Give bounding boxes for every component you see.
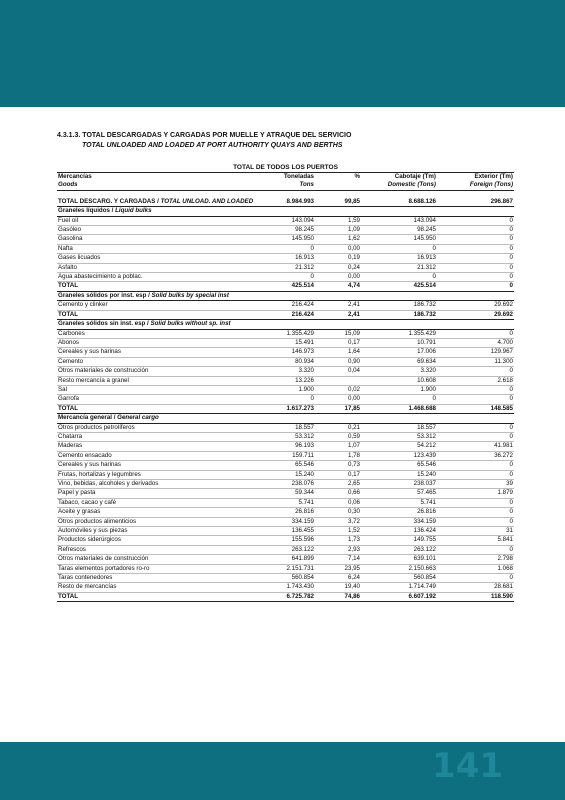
table-cell: 26.816 bbox=[361, 508, 437, 517]
table-cell: 2,41 bbox=[315, 301, 361, 310]
spacer-row bbox=[57, 190, 514, 198]
table-cell: 0 bbox=[437, 574, 514, 583]
table-cell: 0 bbox=[437, 508, 514, 517]
table-cell: Productos siderúrgicos bbox=[57, 536, 257, 545]
table-cell: 21.312 bbox=[257, 263, 315, 272]
table-cell: 0,73 bbox=[315, 461, 361, 470]
table-cell: Cereales y sus harinas bbox=[57, 461, 257, 470]
column-header: Tons bbox=[257, 181, 315, 190]
table-cell: 16.913 bbox=[257, 254, 315, 263]
section-title bbox=[57, 414, 514, 423]
table-cell: Chatarra bbox=[57, 432, 257, 441]
table-cell: Taras contenedores bbox=[57, 574, 257, 583]
table-cell: 1.355.429 bbox=[257, 329, 315, 338]
table-cell: 1.617.273 bbox=[257, 404, 315, 413]
table-row bbox=[57, 348, 514, 357]
table-cell: 143.094 bbox=[257, 216, 315, 225]
table-cell: 639.101 bbox=[361, 555, 437, 564]
table-cell: 5.841 bbox=[437, 536, 514, 545]
table-row bbox=[57, 432, 514, 441]
table-cell: Frutas, hortalizas y legumbres bbox=[57, 470, 257, 479]
table-cell: 10.608 bbox=[361, 376, 437, 385]
table-cell: Cemento ensacado bbox=[57, 451, 257, 460]
table-cell: 296.867 bbox=[437, 198, 514, 207]
heading-es: 4.3.1.3. TOTAL DESCARGADAS Y CARGADAS POR MUELLE Y ATRAQUE DEL SERVICIO bbox=[57, 132, 352, 139]
table-cell: Resto mercancía a granel bbox=[57, 376, 257, 385]
table-cell: 18.557 bbox=[257, 423, 315, 432]
table-cell: 0 bbox=[361, 244, 437, 253]
table-cell: 0,00 bbox=[315, 273, 361, 282]
table-cell: 80.934 bbox=[257, 357, 315, 366]
table-cell: 36.272 bbox=[437, 451, 514, 460]
table-cell: 3.320 bbox=[257, 367, 315, 376]
section-title-es: Graneles sólidos sin inst. esp / bbox=[58, 320, 151, 328]
table-cell: 15,09 bbox=[315, 329, 361, 338]
table-cell: 216.424 bbox=[257, 301, 315, 310]
section-heading bbox=[57, 131, 517, 151]
table-cell: 0,00 bbox=[315, 395, 361, 404]
table-cell: 0,17 bbox=[315, 338, 361, 347]
table-cell: 0 bbox=[437, 263, 514, 272]
table-row bbox=[57, 216, 514, 225]
table-cell: 145.950 bbox=[257, 235, 315, 244]
table-cell: 118.590 bbox=[437, 592, 514, 601]
table-cell: 65.546 bbox=[361, 461, 437, 470]
table-cell: Abonos bbox=[57, 338, 257, 347]
table-cell: 123.439 bbox=[361, 451, 437, 460]
column-header: Foreign (Tons) bbox=[437, 181, 514, 190]
table-cell: Otros materiales de construcción bbox=[57, 367, 257, 376]
table-row bbox=[57, 470, 514, 479]
table-cell: 1.355.429 bbox=[361, 329, 437, 338]
table-cell: 186.732 bbox=[361, 301, 437, 310]
page-number: 141 bbox=[432, 746, 503, 786]
table-cell: 0 bbox=[437, 282, 514, 291]
section-total-row bbox=[57, 592, 514, 601]
table-cell: 0 bbox=[257, 244, 315, 253]
table-cell: 0 bbox=[437, 329, 514, 338]
table-cell: 0,30 bbox=[315, 508, 361, 517]
table-cell: 0 bbox=[437, 423, 514, 432]
table-cell: 1,64 bbox=[315, 348, 361, 357]
table-cell: Garrofa bbox=[57, 395, 257, 404]
table-row bbox=[57, 564, 514, 573]
table-cell: TOTAL bbox=[57, 404, 257, 413]
table-row bbox=[57, 376, 514, 385]
table-cell: 3.320 bbox=[361, 367, 437, 376]
heading-en: TOTAL UNLOADED AND LOADED AT PORT AUTHORITY QUAYS AND BERTHS bbox=[82, 142, 343, 149]
table-cell: Sal bbox=[57, 385, 257, 394]
table-cell: 0,59 bbox=[315, 432, 361, 441]
table-cell: 0 bbox=[437, 545, 514, 554]
table-cell: 29.692 bbox=[437, 310, 514, 319]
table-cell: Resto de mercancías bbox=[57, 583, 257, 592]
table-row bbox=[57, 442, 514, 451]
cargo-table bbox=[57, 173, 514, 602]
table-cell: 1.068 bbox=[437, 564, 514, 573]
table-cell: 0,00 bbox=[315, 244, 361, 253]
table-cell: 1.900 bbox=[257, 385, 315, 394]
table-cell: Cemento bbox=[57, 357, 257, 366]
table-cell: 238.076 bbox=[257, 480, 315, 489]
table-cell: 29.692 bbox=[437, 301, 514, 310]
table-cell: Cereales y sus harinas bbox=[57, 348, 257, 357]
table-cell: 5.741 bbox=[361, 498, 437, 507]
table-cell: Refrescos bbox=[57, 545, 257, 554]
table-cell: 0 bbox=[437, 367, 514, 376]
table-cell: 1.468.688 bbox=[361, 404, 437, 413]
table-cell: Taras elementos portadores ro-ro bbox=[57, 564, 257, 573]
table-cell: 13.226 bbox=[257, 376, 315, 385]
table-cell: Otros materiales de construcción bbox=[57, 555, 257, 564]
table-cell: Maderas bbox=[57, 442, 257, 451]
grand-total-row bbox=[57, 198, 514, 207]
section-title-es: Graneles sólidos por inst. esp / bbox=[58, 291, 152, 299]
table-cell: 263.122 bbox=[361, 545, 437, 554]
table-cell: 145.950 bbox=[361, 235, 437, 244]
table-cell: 263.122 bbox=[257, 545, 315, 554]
table-cell: 0,19 bbox=[315, 254, 361, 263]
table-row bbox=[57, 508, 514, 517]
table-cell: 2.798 bbox=[437, 555, 514, 564]
section-header-row bbox=[57, 291, 514, 300]
table-cell: 1.714.749 bbox=[361, 583, 437, 592]
table-cell: Carbones bbox=[57, 329, 257, 338]
column-header: Exterior (Tm) bbox=[474, 173, 513, 180]
table-cell: 186.732 bbox=[361, 310, 437, 319]
table-row bbox=[57, 480, 514, 489]
table-cell: TOTAL bbox=[57, 282, 257, 291]
table-cell: 0 bbox=[437, 216, 514, 225]
table-cell: 0 bbox=[437, 517, 514, 526]
section-header-row bbox=[57, 207, 514, 216]
table-cell: 1,52 bbox=[315, 527, 361, 536]
table-cell: 8.984.993 bbox=[257, 198, 315, 207]
section-header-row bbox=[57, 320, 514, 329]
table-row bbox=[57, 235, 514, 244]
section-title bbox=[57, 207, 514, 216]
table-row bbox=[57, 423, 514, 432]
table-cell: 6.725.782 bbox=[257, 592, 315, 601]
table-row bbox=[57, 301, 514, 310]
table-cell: 98.245 bbox=[361, 226, 437, 235]
table-cell: 74,86 bbox=[315, 592, 361, 601]
table-cell: Gasóleo bbox=[57, 226, 257, 235]
table-cell: 159.711 bbox=[257, 451, 315, 460]
table-cell: 6,24 bbox=[315, 574, 361, 583]
table-cell: 1,73 bbox=[315, 536, 361, 545]
table-cell: 2.151.731 bbox=[257, 564, 315, 573]
table-cell: 0,24 bbox=[315, 263, 361, 272]
table-cell: 1,59 bbox=[315, 216, 361, 225]
column-header: Toneladas bbox=[283, 173, 314, 180]
section-title-en: Solid bulks without sp. inst bbox=[150, 320, 231, 328]
table-cell: 53.312 bbox=[361, 432, 437, 441]
section-title-es: Graneles líquidos / bbox=[58, 207, 116, 215]
table-row bbox=[57, 583, 514, 592]
table-cell: 28.681 bbox=[437, 583, 514, 592]
table-cell: Otros productos petrolíferos bbox=[57, 423, 257, 432]
table-cell: 5.741 bbox=[257, 498, 315, 507]
table-cell: 96.193 bbox=[257, 442, 315, 451]
column-header: Goods bbox=[57, 181, 257, 190]
table-cell: 15.240 bbox=[361, 470, 437, 479]
table-cell: 216.424 bbox=[257, 310, 315, 319]
table-cell: 0 bbox=[437, 461, 514, 470]
table-cell: 7,14 bbox=[315, 555, 361, 564]
table-cell: 11.300 bbox=[437, 357, 514, 366]
table-cell: Gases licuados bbox=[57, 254, 257, 263]
table-cell: 0 bbox=[437, 244, 514, 253]
table-cell: 334.159 bbox=[257, 517, 315, 526]
table-cell: 0 bbox=[437, 395, 514, 404]
table-cell: Gasolina bbox=[57, 235, 257, 244]
table-cell: 16.913 bbox=[361, 254, 437, 263]
table-title: TOTAL DE TODOS LOS PUERTOS bbox=[57, 163, 514, 173]
table-cell: 1.743.430 bbox=[257, 583, 315, 592]
grand-total-label-en: TOTAL UNLOAD. AND LOADED bbox=[160, 197, 254, 205]
table-cell: 0 bbox=[257, 273, 315, 282]
table-cell: 148.585 bbox=[437, 404, 514, 413]
table-cell: 18.557 bbox=[361, 423, 437, 432]
table-cell: Aceite y grasas bbox=[57, 508, 257, 517]
table-cell: 641.899 bbox=[257, 555, 315, 564]
table-row bbox=[57, 451, 514, 460]
table-cell: 2,41 bbox=[315, 310, 361, 319]
table-cell: 149.755 bbox=[361, 536, 437, 545]
section-total-row bbox=[57, 404, 514, 413]
table-cell: 17,85 bbox=[315, 404, 361, 413]
table-cell: Fuel oil bbox=[57, 216, 257, 225]
table-row bbox=[57, 273, 514, 282]
table-row bbox=[57, 536, 514, 545]
table-cell: 17.006 bbox=[361, 348, 437, 357]
table-cell: 1.900 bbox=[361, 385, 437, 394]
table-cell: 334.159 bbox=[361, 517, 437, 526]
table-cell: 6.607.192 bbox=[361, 592, 437, 601]
table-cell: 0,02 bbox=[315, 385, 361, 394]
table-cell: 99,85 bbox=[315, 198, 361, 207]
table-cell: 0 bbox=[257, 395, 315, 404]
table-cell: Papel y pasta bbox=[57, 489, 257, 498]
table-cell: 41.981 bbox=[437, 442, 514, 451]
table-cell: 2,93 bbox=[315, 545, 361, 554]
table-cell: 26.816 bbox=[257, 508, 315, 517]
table-cell bbox=[315, 376, 361, 385]
table-cell: 3,72 bbox=[315, 517, 361, 526]
table-cell: 2.150.663 bbox=[361, 564, 437, 573]
table-cell: 1,09 bbox=[315, 226, 361, 235]
table-row bbox=[57, 517, 514, 526]
grand-total-label-es: TOTAL DESCARG. Y CARGADAS / bbox=[58, 197, 161, 205]
table-cell: 0 bbox=[361, 395, 437, 404]
table-cell: 54.212 bbox=[361, 442, 437, 451]
section-title-en: Liquid bulks bbox=[115, 207, 152, 215]
table-cell: 1,07 bbox=[315, 442, 361, 451]
table-cell: Cemento y clinker bbox=[57, 301, 257, 310]
table-cell: 143.094 bbox=[361, 216, 437, 225]
table-row bbox=[57, 555, 514, 564]
table-cell: 4,74 bbox=[315, 282, 361, 291]
table-row bbox=[57, 545, 514, 554]
table-cell: 0 bbox=[437, 498, 514, 507]
table-cell: 1.879 bbox=[437, 489, 514, 498]
section-total-row bbox=[57, 310, 514, 319]
table-cell: 65.546 bbox=[257, 461, 315, 470]
table-cell: Nafta bbox=[57, 244, 257, 253]
section-title-en: General cargo bbox=[117, 414, 159, 422]
column-header: Domestic (Tons) bbox=[361, 181, 437, 190]
table-cell: 0,66 bbox=[315, 489, 361, 498]
table-cell: Asfalto bbox=[57, 263, 257, 272]
table-row bbox=[57, 329, 514, 338]
table-row bbox=[57, 254, 514, 263]
table-cell: Vino, bebidas, alcoholes y derivados bbox=[57, 480, 257, 489]
table-cell: 238.037 bbox=[361, 480, 437, 489]
table-cell: 560.854 bbox=[257, 574, 315, 583]
section-title bbox=[57, 291, 514, 300]
table-cell: 4.700 bbox=[437, 338, 514, 347]
table-cell: 31 bbox=[437, 527, 514, 536]
table-cell: 0 bbox=[437, 470, 514, 479]
table-row bbox=[57, 226, 514, 235]
table-cell: 53.312 bbox=[257, 432, 315, 441]
section-title-es: Mercancía general / bbox=[58, 414, 118, 422]
table-cell: 136.455 bbox=[257, 527, 315, 536]
table-cell: 1,78 bbox=[315, 451, 361, 460]
table-cell: 15.240 bbox=[257, 470, 315, 479]
header-band bbox=[0, 0, 565, 107]
table-cell: 8.688.126 bbox=[361, 198, 437, 207]
table-cell: 1,62 bbox=[315, 235, 361, 244]
table-row bbox=[57, 527, 514, 536]
table-cell: 155.596 bbox=[257, 536, 315, 545]
table-cell: Automóviles y sus piezas bbox=[57, 527, 257, 536]
header-row-es bbox=[57, 173, 514, 181]
table-cell: TOTAL bbox=[57, 310, 257, 319]
table-row bbox=[57, 395, 514, 404]
table-cell: 560.854 bbox=[361, 574, 437, 583]
table-cell: 136.424 bbox=[361, 527, 437, 536]
table-row bbox=[57, 489, 514, 498]
table-row bbox=[57, 357, 514, 366]
section-title-en: Solid bulks by special inst bbox=[151, 291, 229, 299]
table-cell: 39 bbox=[437, 480, 514, 489]
table-row bbox=[57, 498, 514, 507]
section-total-row bbox=[57, 282, 514, 291]
table-cell: 2.618 bbox=[437, 376, 514, 385]
table-cell: 0 bbox=[437, 273, 514, 282]
table-cell: 21.312 bbox=[361, 263, 437, 272]
table-cell: 0 bbox=[437, 385, 514, 394]
header-row-en bbox=[57, 181, 514, 190]
grand-total-label bbox=[57, 198, 257, 207]
table-cell: 23,95 bbox=[315, 564, 361, 573]
table-cell: 0,90 bbox=[315, 357, 361, 366]
table-row bbox=[57, 385, 514, 394]
table-cell: 0 bbox=[437, 432, 514, 441]
table-cell: 0,06 bbox=[315, 498, 361, 507]
table-row bbox=[57, 263, 514, 272]
table-cell: 129.967 bbox=[437, 348, 514, 357]
table-body bbox=[57, 190, 514, 601]
table-cell: Otros productos alimenticios bbox=[57, 517, 257, 526]
table-row bbox=[57, 574, 514, 583]
table-cell: 57.465 bbox=[361, 489, 437, 498]
table-cell: 69.634 bbox=[361, 357, 437, 366]
table-cell: 146.973 bbox=[257, 348, 315, 357]
column-header: Mercancías bbox=[58, 173, 92, 180]
table-cell: 0 bbox=[361, 273, 437, 282]
table-cell: 425.514 bbox=[361, 282, 437, 291]
table-cell: 59.344 bbox=[257, 489, 315, 498]
section-title bbox=[57, 320, 514, 329]
table-cell: 0,04 bbox=[315, 367, 361, 376]
table-cell: 15.491 bbox=[257, 338, 315, 347]
table-cell: 19,40 bbox=[315, 583, 361, 592]
column-header: Cabotaje (Tm) bbox=[394, 173, 436, 180]
table-cell: Agua abastecimiento a poblac. bbox=[57, 273, 257, 282]
table-cell: 425.514 bbox=[257, 282, 315, 291]
section-header-row bbox=[57, 414, 514, 423]
table-row bbox=[57, 244, 514, 253]
table-cell: 98.245 bbox=[257, 226, 315, 235]
table-cell: 0 bbox=[437, 254, 514, 263]
table-cell: 0,17 bbox=[315, 470, 361, 479]
cargo-table-container bbox=[57, 163, 514, 602]
table-cell: 10.791 bbox=[361, 338, 437, 347]
table-cell: 2,65 bbox=[315, 480, 361, 489]
table-row bbox=[57, 367, 514, 376]
table-row bbox=[57, 338, 514, 347]
column-header bbox=[315, 181, 361, 190]
table-row bbox=[57, 461, 514, 470]
table-cell: TOTAL bbox=[57, 592, 257, 601]
table-cell: Tabaco, cacao y café bbox=[57, 498, 257, 507]
table-cell: 0 bbox=[437, 235, 514, 244]
table-cell: 0,21 bbox=[315, 423, 361, 432]
table-cell: 0 bbox=[437, 226, 514, 235]
column-header: % bbox=[354, 173, 360, 180]
